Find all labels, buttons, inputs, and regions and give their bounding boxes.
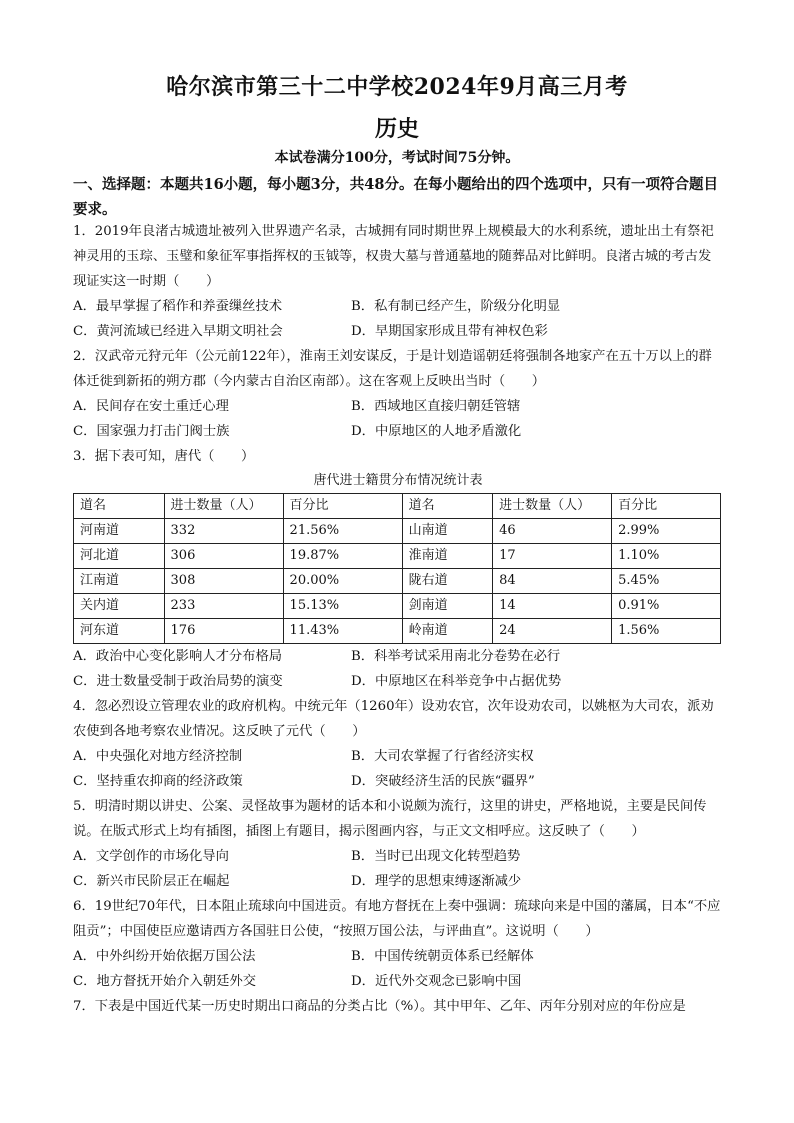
question-1-stem: 1．2019年良渚古城遗址被列入世界遗产名录，古城拥有同时期世界上规模最大的水利系统，遗址出土有祭祀神灵用的玉琮、玉璧和象征军事指挥权的玉钺等，权贵大墓与普通墓地的随葬品对比鲜明。良渚古城的考古发现证实这一时期（ ）	[73, 224, 714, 289]
option-a: A．中央强化对地方经济控制	[73, 749, 243, 764]
question-6-options	[73, 944, 723, 994]
exam-note: 本试卷满分100分，考试时间75分钟。	[274, 150, 520, 166]
option-c: C．地方督抚开始介入朝廷外交	[73, 974, 257, 989]
table-cell: 17	[493, 544, 612, 569]
table-cell: 306	[164, 544, 283, 569]
table-header-cell: 百分比	[283, 494, 402, 519]
table-cell: 1.10%	[612, 544, 721, 569]
table-cell: 11.43%	[283, 619, 402, 644]
option-b: B．私有制已经产生，阶级分化明显	[351, 299, 561, 314]
table-cell: 20.00%	[283, 569, 402, 594]
question-4-options	[73, 744, 723, 794]
table-header-cell: 百分比	[612, 494, 721, 519]
question-2-stem: 2．汉武帝元狩元年（公元前122年），淮南王刘安谋反，于是计划造谣朝廷将强制各地家产在五十万以上的群体迁徙到新拓的朔方郡（今内蒙古自治区南部）。这在客观上反映出当时（ ）	[73, 349, 712, 389]
table-cell: 0.91%	[612, 594, 721, 619]
table-cell: 剑南道	[402, 594, 493, 619]
subject-title: 历史	[374, 116, 419, 142]
table-cell: 21.56%	[283, 519, 402, 544]
question-7-stem: 7．下表是中国近代某一历史时期出口商品的分类占比（%）。其中甲年、乙年、丙年分别对应的年份应是	[73, 999, 686, 1014]
question-5-stem: 5．明清时期以讲史、公案、灵怪故事为题材的话本和小说颇为流行，这里的讲史，严格地说，主要是民间传说。在版式形式上均有插图，插图上有题目，揭示图画内容，与正文文相呼应。这反映了（ ）	[73, 799, 707, 839]
question-3-options	[73, 644, 723, 694]
option-d: D．理学的思想束缚逐渐减少	[351, 874, 522, 889]
table-header-row	[74, 494, 721, 519]
table-cell: 233	[164, 594, 283, 619]
table-cell: 山南道	[402, 519, 493, 544]
table-cell: 176	[164, 619, 283, 644]
table-cell: 淮南道	[402, 544, 493, 569]
option-d: D．突破经济生活的民族“疆界”	[351, 774, 535, 789]
option-b: B．中国传统朝贡体系已经解体	[351, 949, 534, 964]
table-row	[74, 619, 721, 644]
section-heading: 一、选择题：本题共16小题，每小题3分，共48分。在每小题给出的四个选项中，只有一项符合题目要求。	[73, 176, 718, 218]
table-caption: 唐代进士籍贯分布情况统计表	[313, 473, 483, 488]
option-c: C．国家强力打击门阀士族	[73, 424, 230, 439]
table-row	[74, 569, 721, 594]
table-cell: 308	[164, 569, 283, 594]
table-cell: 河东道	[74, 619, 165, 644]
table-header-cell: 进士数量（人）	[493, 494, 612, 519]
table-cell: 河南道	[74, 519, 165, 544]
option-d: D．近代外交观念已影响中国	[351, 974, 522, 989]
table-header-cell: 道名	[74, 494, 165, 519]
option-a: A．最早掌握了稻作和养蚕缫丝技术	[73, 299, 283, 314]
option-b: B．科举考试采用南北分卷势在必行	[351, 649, 561, 664]
question-3-stem: 3．据下表可知，唐代（ ）	[73, 449, 255, 464]
table-cell: 84	[493, 569, 612, 594]
option-b: B．大司农掌握了行省经济实权	[351, 749, 534, 764]
table-cell: 江南道	[74, 569, 165, 594]
question-4-stem: 4．忽必烈设立管理农业的政府机构。中统元年（1260年）设劝农官，次年设劝农司，以姚枢为大司农，派劝农使到各地考察农业情况。这反映了元代（ ）	[73, 699, 714, 739]
option-a: A．民间存在安土重迁心理	[73, 399, 229, 414]
table-cell: 14	[493, 594, 612, 619]
table-cell: 河北道	[74, 544, 165, 569]
option-a: A．文学创作的市场化导向	[73, 849, 229, 864]
table-header-cell: 进士数量（人）	[164, 494, 283, 519]
questions-area	[73, 219, 723, 1019]
table-row	[74, 594, 721, 619]
option-d: D．早期国家形成且带有神权色彩	[351, 324, 548, 339]
question-5-options	[73, 844, 723, 894]
exam-title: 哈尔滨市第三十二中学校2024年9月高三月考	[166, 74, 628, 100]
option-c: C．进士数量受制于政治局势的演变	[73, 674, 283, 689]
table-cell: 46	[493, 519, 612, 544]
question-2-options	[73, 394, 723, 444]
table-cell: 15.13%	[283, 594, 402, 619]
table-cell: 关内道	[74, 594, 165, 619]
table-cell: 5.45%	[612, 569, 721, 594]
table-row	[74, 544, 721, 569]
option-c: C．坚持重农抑商的经济政策	[73, 774, 243, 789]
table-cell: 332	[164, 519, 283, 544]
table-cell: 1.56%	[612, 619, 721, 644]
option-c: C．新兴市民阶层正在崛起	[73, 874, 230, 889]
table-cell: 24	[493, 619, 612, 644]
option-b: B．当时已出现文化转型趋势	[351, 849, 521, 864]
option-a: A．中外纠纷开始依据万国公法	[73, 949, 256, 964]
table-cell: 岭南道	[402, 619, 493, 644]
jinshi-table	[73, 493, 721, 644]
table-row	[74, 519, 721, 544]
option-d: D．中原地区在科举竞争中占据优势	[351, 674, 562, 689]
option-b: B．西域地区直接归朝廷管辖	[351, 399, 521, 414]
table-cell: 陇右道	[402, 569, 493, 594]
option-a: A．政治中心变化影响人才分布格局	[73, 649, 283, 664]
option-c: C．黄河流域已经进入早期文明社会	[73, 324, 283, 339]
question-6-stem: 6．19世纪70年代，日本阻止琉球向中国进贡。有地方督抚在上奏中强调：琉球向来是中国的藩属，日本“不应阻贡”；中国使臣应邀请西方各国驻日公使，“按照万国公法，与评曲直”。这说明（ ）	[73, 899, 721, 939]
table-cell: 19.87%	[283, 544, 402, 569]
question-1-options	[73, 294, 723, 344]
table-header-cell: 道名	[402, 494, 493, 519]
table-cell: 2.99%	[612, 519, 721, 544]
option-d: D．中原地区的人地矛盾激化	[351, 424, 522, 439]
